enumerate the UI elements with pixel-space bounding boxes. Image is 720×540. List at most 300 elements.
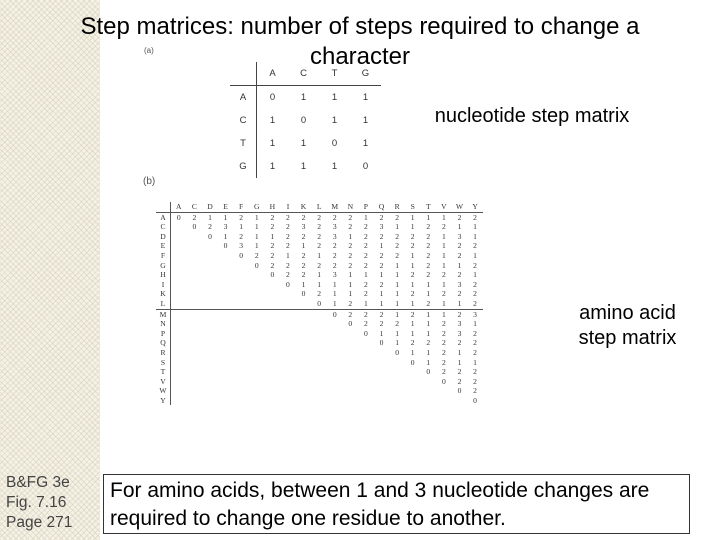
matrix-cell (280, 386, 296, 396)
matrix-cell: 0 (348, 319, 353, 329)
matrix-cell (171, 358, 187, 368)
matrix-cell: 2 (208, 222, 212, 232)
column-header: I (280, 202, 296, 212)
matrix-cell (358, 386, 374, 396)
matrix-cell: 0 (286, 279, 290, 289)
matrix-row (156, 367, 483, 377)
matrix-row (156, 299, 483, 309)
matrix-cell: 2 (270, 241, 275, 251)
matrix-cell (265, 299, 281, 309)
matrix-cell (171, 367, 187, 377)
matrix-cell (436, 396, 452, 406)
matrix-cell (265, 358, 281, 368)
matrix-cell (358, 396, 374, 406)
row-header: F (156, 251, 171, 261)
matrix-cell: 2 (317, 260, 322, 270)
matrix-cell: 1 (317, 279, 322, 289)
matrix-cell (218, 309, 234, 319)
matrix-cell: 2 (457, 376, 462, 386)
matrix-cell (280, 309, 296, 319)
matrix-row (156, 289, 483, 299)
matrix-cell: 1 (441, 212, 446, 222)
matrix-cell: 0 (269, 92, 276, 103)
matrix-cell: 1 (348, 270, 353, 280)
matrix-corner (156, 202, 171, 212)
matrix-cell (374, 377, 390, 387)
matrix-cell: 3 (379, 222, 384, 232)
matrix-cell: 1 (362, 115, 369, 126)
matrix-cell (311, 358, 327, 368)
column-header: C (187, 202, 203, 212)
matrix-cell (327, 396, 343, 406)
matrix-row (156, 338, 483, 348)
matrix-cell (218, 386, 234, 396)
matrix-cell: 2 (379, 319, 384, 329)
row-header: K (156, 289, 171, 299)
matrix-cell (327, 358, 343, 368)
matrix-cell (233, 289, 249, 299)
matrix-cell: 1 (410, 279, 415, 289)
matrix-cell: 1 (362, 92, 369, 103)
matrix-cell (421, 377, 437, 387)
matrix-cell (358, 358, 374, 368)
matrix-cell (249, 396, 265, 406)
matrix-cell: 1 (348, 279, 353, 289)
matrix-cell: 2 (286, 260, 290, 270)
matrix-cell: 2 (441, 319, 446, 329)
matrix-cell: 1 (364, 212, 368, 222)
matrix-cell: 2 (379, 212, 384, 222)
matrix-cell: 2 (343, 309, 359, 319)
matrix-row (156, 329, 483, 339)
matrix-cell: 2 (301, 212, 306, 222)
matrix-cell: 3 (301, 222, 306, 232)
matrix-cell (343, 367, 359, 377)
matrix-cell: 2 (441, 328, 446, 338)
matrix-cell: 3 (467, 309, 483, 319)
matrix-cell: 2 (395, 250, 399, 260)
matrix-cell (171, 251, 187, 261)
matrix-cell (171, 319, 187, 329)
matrix-cell (249, 367, 265, 377)
row-header: H (156, 270, 171, 280)
matrix-cell (327, 319, 343, 329)
matrix-cell: 2 (374, 309, 390, 319)
column-header: M (327, 202, 343, 212)
matrix-cell: 1 (301, 279, 306, 289)
matrix-cell (421, 396, 437, 406)
matrix-cell: 2 (332, 212, 337, 222)
matrix-cell: 2 (286, 270, 290, 280)
matrix-cell: 2 (301, 250, 306, 260)
row-header: T (230, 132, 257, 155)
matrix-cell: 1 (331, 92, 338, 103)
matrix-cell (249, 386, 265, 396)
matrix-cell (171, 338, 187, 348)
caption-box: For amino acids, between 1 and 3 nucleotide changes are required to change one residue to another. (103, 474, 690, 534)
column-header: V (436, 202, 452, 212)
row-header: G (156, 261, 171, 271)
matrix-cell: 2 (379, 250, 384, 260)
matrix-cell: 1 (426, 279, 431, 289)
matrix-cell: 1 (317, 270, 322, 280)
matrix-cell (311, 367, 327, 377)
matrix-cell (374, 367, 390, 377)
matrix-cell: 2 (441, 222, 446, 232)
matrix-cell: 2 (239, 231, 244, 241)
matrix-cell: 1 (421, 309, 437, 319)
matrix-cell (202, 377, 218, 387)
matrix-cell: 2 (441, 367, 446, 377)
matrix-cell: 2 (410, 270, 415, 280)
matrix-cell: 0 (239, 250, 244, 260)
matrix-cell: 2 (410, 241, 415, 251)
matrix-cell (327, 329, 343, 339)
matrix-cell: 2 (426, 241, 431, 251)
matrix-cell (405, 377, 421, 387)
matrix-cell: 2 (457, 241, 462, 251)
matrix-cell: 1 (254, 231, 259, 241)
matrix-cell (265, 348, 281, 358)
matrix-cell (327, 386, 343, 396)
column-header: T (319, 62, 350, 86)
matrix-cell (280, 348, 296, 358)
matrix-cell (202, 261, 218, 271)
matrix-cell (171, 222, 187, 232)
matrix-cell (187, 280, 203, 290)
matrix-cell: 0 (410, 357, 415, 367)
matrix-cell (280, 289, 296, 299)
matrix-cell: 0 (364, 328, 368, 338)
matrix-row (156, 309, 483, 319)
matrix-cell (374, 396, 390, 406)
matrix-cell (327, 338, 343, 348)
matrix-cell (202, 367, 218, 377)
matrix-cell: 2 (286, 222, 290, 232)
matrix-cell (171, 232, 187, 242)
matrix-cell (187, 270, 203, 280)
matrix-cell: 2 (473, 328, 477, 338)
matrix-cell (249, 338, 265, 348)
matrix-cell: 2 (473, 367, 477, 377)
matrix-cell (343, 377, 359, 387)
matrix-cell (171, 329, 187, 339)
matrix-cell (280, 299, 296, 309)
matrix-cell: 2 (457, 338, 462, 348)
matrix-cell (343, 329, 359, 339)
matrix-cell (233, 299, 249, 309)
matrix-cell (233, 386, 249, 396)
matrix-cell: 1 (426, 328, 431, 338)
column-header: K (296, 202, 312, 212)
row-header: P (156, 329, 171, 339)
matrix-cell: 1 (441, 241, 446, 251)
matrix-cell: 1 (410, 298, 415, 308)
row-header: M (156, 309, 171, 319)
matrix-cell (296, 396, 312, 406)
matrix-cell (187, 289, 203, 299)
matrix-cell (249, 358, 265, 368)
matrix-cell: 2 (286, 231, 290, 241)
row-header: T (156, 367, 171, 377)
matrix-cell (249, 299, 265, 309)
matrix-cell (202, 251, 218, 261)
row-header: L (156, 299, 171, 309)
matrix-cell: 2 (379, 260, 384, 270)
matrix-cell: 1 (379, 328, 384, 338)
matrix-cell: 2 (364, 231, 368, 241)
matrix-cell: 1 (410, 319, 415, 329)
matrix-cell: 1 (395, 260, 399, 270)
matrix-cell: 1 (457, 222, 462, 232)
matrix-cell: 2 (426, 260, 431, 270)
matrix-cell (389, 358, 405, 368)
matrix-cell (187, 386, 203, 396)
matrix-cell (280, 338, 296, 348)
matrix-row (156, 261, 483, 271)
matrix-cell (296, 377, 312, 387)
row-header: C (156, 222, 171, 232)
matrix-cell: 3 (457, 319, 462, 329)
matrix-cell (311, 309, 327, 319)
matrix-cell: 2 (270, 250, 275, 260)
matrix-cell: 1 (379, 270, 384, 280)
panel-b-tag: (b) (143, 176, 156, 187)
matrix-cell (265, 338, 281, 348)
matrix-cell (311, 348, 327, 358)
matrix-cell: 0 (317, 298, 322, 308)
matrix-row (156, 386, 483, 396)
matrix-cell: 3 (457, 279, 462, 289)
column-header: C (288, 62, 319, 86)
matrix-cell (265, 319, 281, 329)
matrix-cell (218, 358, 234, 368)
matrix-cell: 1 (300, 138, 307, 149)
matrix-cell (249, 319, 265, 329)
matrix-cell: 2 (348, 250, 353, 260)
matrix-cell (296, 386, 312, 396)
slide-title: Step matrices: number of steps required to change a character (80, 13, 640, 70)
matrix-cell: 2 (473, 376, 477, 386)
matrix-cell: 0 (208, 231, 212, 241)
matrix-cell (218, 251, 234, 261)
matrix-cell (187, 309, 203, 319)
matrix-cell: 2 (410, 289, 415, 299)
matrix-cell (202, 299, 218, 309)
matrix-cell: 2 (426, 231, 431, 241)
matrix-cell (233, 270, 249, 280)
matrix-cell: 2 (473, 298, 477, 308)
matrix-cell: 2 (426, 298, 431, 308)
matrix-cell: 1 (473, 231, 477, 241)
matrix-cell (296, 319, 312, 329)
matrix-cell: 2 (395, 241, 399, 251)
matrix-cell (296, 348, 312, 358)
matrix-cell: 0 (426, 367, 431, 377)
matrix-cell (233, 348, 249, 358)
matrix-cell: 1 (473, 270, 477, 280)
matrix-cell (233, 358, 249, 368)
matrix-cell (218, 367, 234, 377)
matrix-cell: 0 (441, 376, 446, 386)
matrix-cell: 1 (441, 231, 446, 241)
matrix-cell: 2 (192, 212, 197, 222)
matrix-cell: 2 (364, 222, 368, 232)
matrix-cell (218, 319, 234, 329)
matrix-cell: 1 (300, 92, 307, 103)
matrix-cell: 0 (176, 212, 181, 222)
matrix-cell: 0 (379, 338, 384, 348)
matrix-cell: 2 (473, 279, 477, 289)
matrix-cell: 2 (452, 309, 468, 319)
matrix-cell (218, 261, 234, 271)
matrix-cell: 0 (270, 270, 275, 280)
matrix-cell: 2 (426, 250, 431, 260)
row-header: G (230, 155, 257, 178)
matrix-row (156, 251, 483, 261)
matrix-cell: 1 (426, 319, 431, 329)
reference-book: B&FG 3e (6, 474, 70, 491)
matrix-cell: 3 (457, 231, 462, 241)
matrix-cell: 1 (395, 270, 399, 280)
matrix-cell: 2 (270, 222, 275, 232)
matrix-cell (296, 309, 312, 319)
matrix-cell: 3 (223, 222, 228, 232)
matrix-cell (202, 338, 218, 348)
matrix-cell (265, 386, 281, 396)
matrix-cell (171, 386, 187, 396)
column-header: W (452, 202, 468, 212)
matrix-cell: 2 (441, 338, 446, 348)
matrix-cell (187, 367, 203, 377)
matrix-cell: 1 (348, 289, 353, 299)
matrix-cell: 1 (362, 138, 369, 149)
matrix-cell: 2 (457, 250, 462, 260)
matrix-cell (358, 367, 374, 377)
matrix-cell: 1 (379, 298, 384, 308)
matrix-cell: 2 (364, 250, 368, 260)
matrix-cell: 2 (239, 212, 244, 222)
matrix-cell (311, 319, 327, 329)
matrix-cell: 2 (348, 298, 353, 308)
matrix-cell (249, 270, 265, 280)
matrix-cell (187, 319, 203, 329)
matrix-cell: 1 (410, 328, 415, 338)
matrix-cell: 1 (436, 309, 452, 319)
matrix-cell (218, 299, 234, 309)
matrix-cell: 2 (441, 347, 446, 357)
matrix-cell: 1 (332, 298, 337, 308)
matrix-cell: 2 (348, 241, 353, 251)
matrix-cell: 2 (364, 279, 368, 289)
matrix-cell: 0 (327, 309, 343, 319)
matrix-cell: 2 (301, 231, 306, 241)
matrix-cell (296, 338, 312, 348)
row-header: I (156, 280, 171, 290)
matrix-cell (405, 386, 421, 396)
nucleotide-step-matrix (230, 62, 381, 178)
matrix-cell: 1 (441, 260, 446, 270)
matrix-cell: 1 (473, 250, 477, 260)
matrix-cell (265, 377, 281, 387)
matrix-cell: 2 (332, 241, 337, 251)
matrix-cell: 0 (254, 260, 259, 270)
matrix-cell: 2 (426, 222, 431, 232)
matrix-cell: 1 (441, 279, 446, 289)
column-header: G (249, 202, 265, 212)
matrix-cell (249, 309, 265, 319)
decorative-side-stripe (0, 0, 100, 540)
matrix-cell (187, 329, 203, 339)
matrix-row (156, 222, 483, 232)
row-header: V (156, 377, 171, 387)
matrix-cell: 2 (317, 222, 322, 232)
matrix-cell (296, 367, 312, 377)
matrix-cell (265, 329, 281, 339)
matrix-cell: 1 (332, 289, 337, 299)
matrix-cell (218, 377, 234, 387)
matrix-cell: 2 (286, 212, 290, 222)
matrix-cell (202, 329, 218, 339)
matrix-cell (265, 367, 281, 377)
matrix-cell: 2 (348, 222, 353, 232)
matrix-cell: 2 (270, 260, 275, 270)
matrix-cell: 2 (332, 250, 337, 260)
matrix-cell: 2 (457, 367, 462, 377)
matrix-cell: 1 (410, 250, 415, 260)
matrix-cell: 1 (223, 212, 228, 222)
matrix-cell: 1 (457, 260, 462, 270)
matrix-cell: 1 (364, 298, 368, 308)
matrix-cell: 1 (395, 279, 399, 289)
matrix-cell: 1 (208, 212, 212, 222)
matrix-cell (374, 348, 390, 358)
matrix-cell: 1 (317, 250, 322, 260)
matrix-cell: 2 (473, 338, 477, 348)
matrix-cell: 2 (379, 279, 384, 289)
matrix-cell (187, 261, 203, 271)
matrix-cell: 1 (473, 222, 477, 232)
matrix-row (156, 232, 483, 242)
matrix-cell (218, 329, 234, 339)
matrix-cell: 2 (395, 319, 399, 329)
matrix-cell: 1 (410, 212, 415, 222)
matrix-row (230, 132, 381, 155)
column-header: P (358, 202, 374, 212)
matrix-cell (249, 280, 265, 290)
matrix-cell: 1 (395, 298, 399, 308)
matrix-cell: 2 (426, 270, 431, 280)
matrix-cell (311, 377, 327, 387)
matrix-cell: 1 (332, 279, 337, 289)
matrix-cell (249, 377, 265, 387)
matrix-cell: 3 (332, 270, 337, 280)
matrix-cell (452, 396, 468, 406)
matrix-cell: 1 (331, 115, 338, 126)
matrix-cell: 1 (254, 212, 259, 222)
matrix-cell (171, 309, 187, 319)
matrix-cell: 2 (358, 309, 374, 319)
matrix-cell: 1 (300, 161, 307, 172)
matrix-cell: 2 (301, 260, 306, 270)
matrix-cell (202, 289, 218, 299)
matrix-cell (233, 338, 249, 348)
matrix-cell: 2 (317, 241, 322, 251)
matrix-cell: 2 (364, 289, 368, 299)
matrix-cell (202, 319, 218, 329)
matrix-cell (296, 299, 312, 309)
matrix-cell (218, 289, 234, 299)
